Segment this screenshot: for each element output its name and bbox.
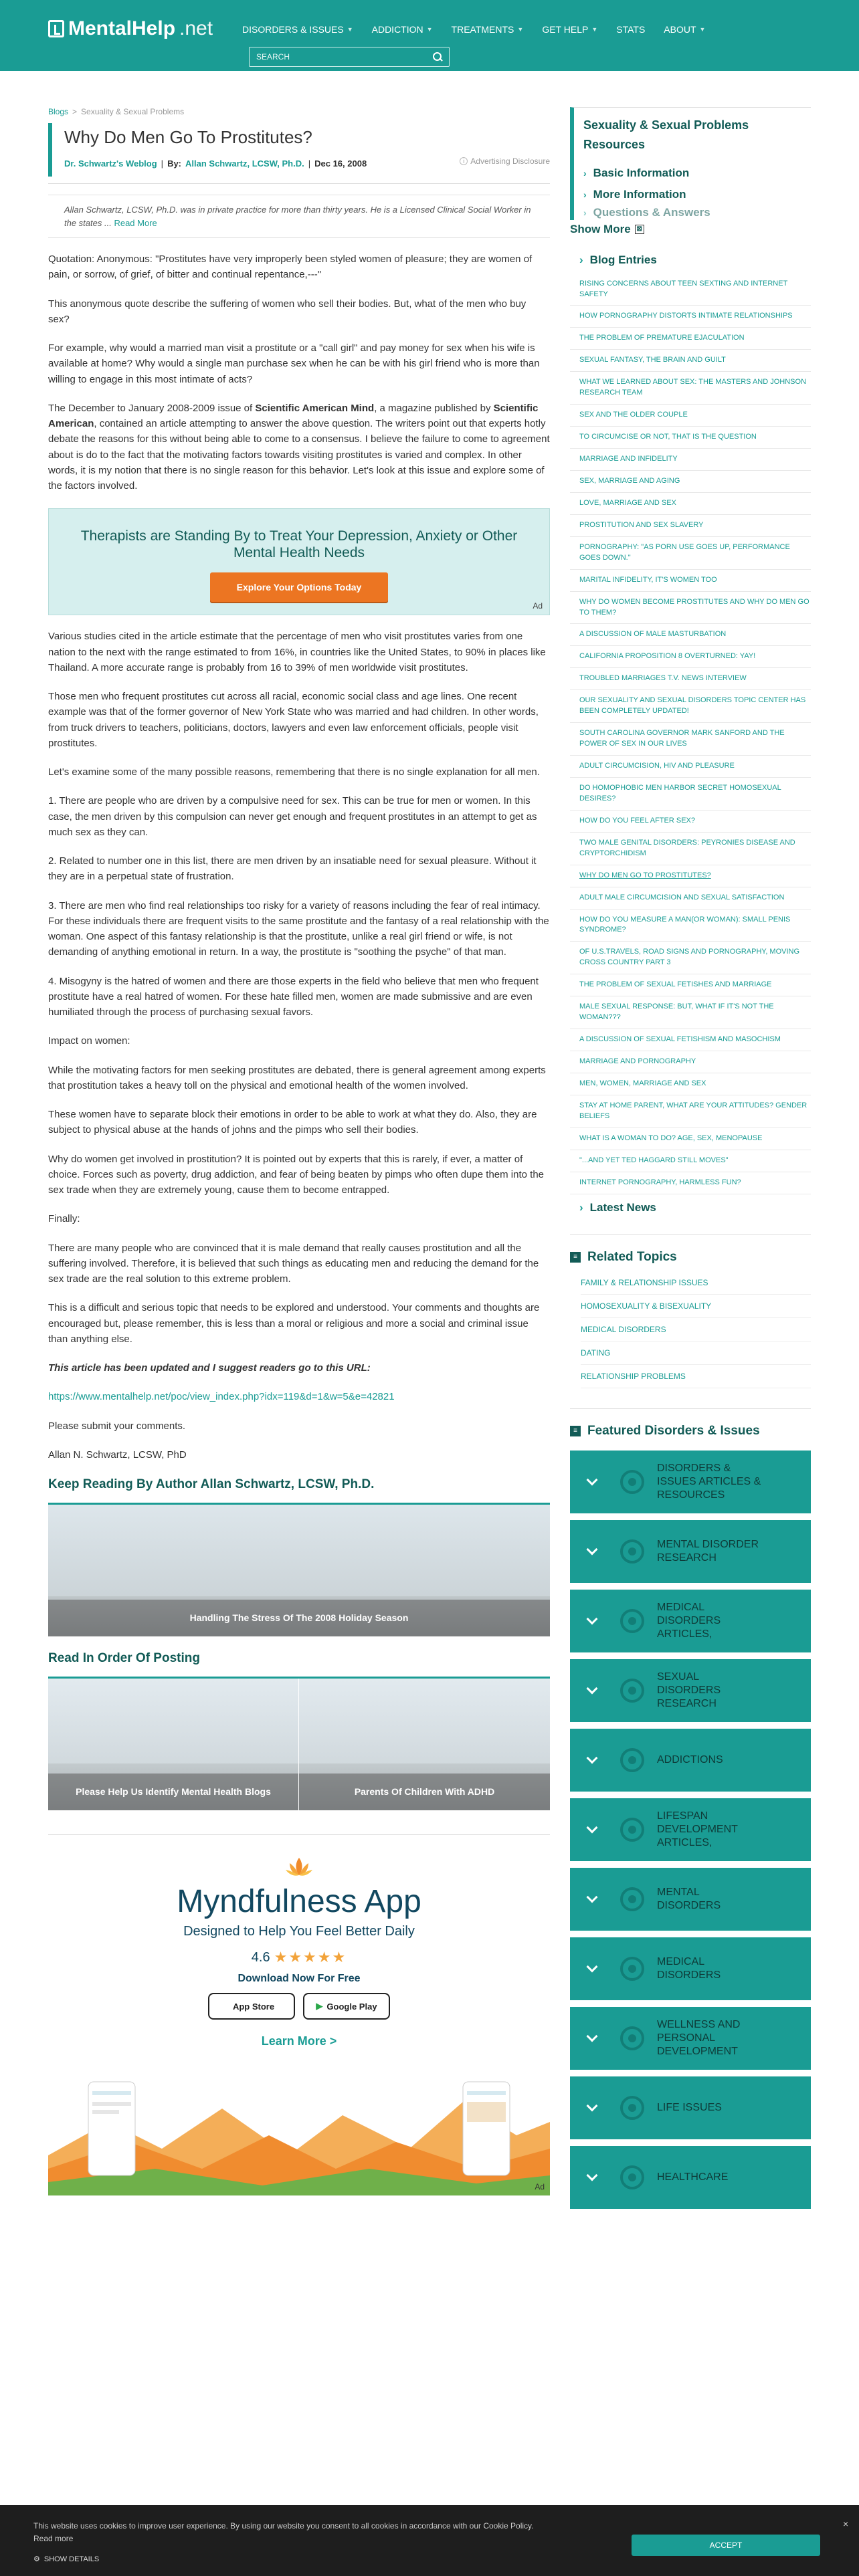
blog-entry-link[interactable]: CALIFORNIA PROPOSITION 8 OVERTURNED: YAY!: [570, 646, 811, 668]
info-icon: i: [460, 157, 468, 165]
post-navigation: [48, 1677, 550, 1810]
advertising-disclosure[interactable]: [460, 156, 550, 166]
blog-entry-link[interactable]: OF U.S.TRAVELS, ROAD SIGNS AND PORNOGRAPHY, MOVING CROSS COUNTRY PART 3: [570, 942, 811, 974]
blog-entry-link[interactable]: DO HOMOPHOBIC MEN HARBOR SECRET HOMOSEXUAL DESIRES?: [570, 778, 811, 811]
category-icon: [617, 1536, 648, 1567]
rating-value: 4.6: [251, 1949, 270, 1965]
blog-entry-link[interactable]: LOVE, MARRIAGE AND SEX: [570, 493, 811, 515]
blog-entry-link[interactable]: MARRIAGE AND PORNOGRAPHY: [570, 1051, 811, 1073]
expand-toggle[interactable]: [570, 1798, 614, 1861]
app-subtitle: Designed to Help You Feel Better Daily: [183, 1924, 415, 1939]
resource-label: More Information: [593, 187, 686, 201]
card-title: Please Help Us Identify Mental Health Blogs: [48, 1774, 298, 1810]
paragraph: 3. There are men who find real relationships too risky for a variety of reasons including the fear of real intimacy. For these individuals there are frequent visits to the same prostitute and the fantasy of a real relationship with the woman. One aspect of this fantasy relationship is that the prostitute, unlike a real girl friend or wife, is not demanding of anything emotional in return. In a way, the prostitute is "soothing the psyche" of that man.: [48, 899, 549, 958]
featured-label: WELLNESS AND PERSONAL DEVELOPMENT: [657, 2018, 741, 2057]
text-span: The December to January 2008-2009 issue of: [48, 402, 256, 414]
resource-label: Questions & Answers: [593, 205, 710, 219]
store-label: Google Play: [326, 2001, 377, 2012]
blog-entries-list: [570, 274, 811, 1194]
search-icon[interactable]: [430, 49, 445, 64]
blog-entry-link[interactable]: WHY DO MEN GO TO PROSTITUTES?: [570, 865, 811, 887]
next-post-card[interactable]: [299, 1679, 550, 1810]
store-label: App Store: [232, 2001, 275, 2012]
site-header: [0, 0, 859, 71]
breadcrumb-blogs[interactable]: Blogs: [48, 107, 69, 116]
post-date: Dec 16, 2008: [314, 158, 367, 169]
list-icon: ≡: [570, 1252, 581, 1263]
app-store-button[interactable]: [208, 1993, 295, 2020]
category-icon: [617, 2023, 648, 2054]
publication-name: Scientific American: [48, 402, 539, 429]
paragraph: While the motivating factors for men seeking prostitutes are debated, there is general agreement among experts that prostitution takes a heavy toll on the physical and emotional health of the women involved.: [48, 1064, 546, 1091]
category-icon: [617, 1606, 648, 1636]
learn-more-link[interactable]: Learn More >: [261, 2034, 337, 2048]
ad-label: Ad: [533, 601, 543, 611]
chevron-down-icon: [587, 2100, 598, 2111]
text-span: , a magazine published by: [374, 402, 494, 414]
featured-item[interactable]: [570, 1451, 811, 1513]
app-title: Myndfulness App: [177, 1884, 421, 1919]
blog-entry-link[interactable]: MARRIAGE AND INFIDELITY: [570, 449, 811, 471]
expand-toggle[interactable]: [570, 1729, 614, 1792]
paragraph: This anonymous quote describe the suffering of women who sell their bodies. But, what of the men who buy sex?: [48, 298, 527, 325]
nav-stats[interactable]: [616, 24, 645, 35]
play-icon: ▶: [316, 2001, 323, 2011]
blog-entry-link[interactable]: TO CIRCUMCISE OR NOT, THAT IS THE QUESTION: [570, 427, 811, 449]
blog-entries-label: Blog Entries: [589, 253, 657, 266]
category-icon: [617, 1884, 648, 1915]
previous-post-card[interactable]: [48, 1679, 299, 1810]
therapy-ad: [48, 508, 550, 615]
chevron-down-icon: ▼: [699, 26, 706, 33]
breadcrumb: [48, 107, 550, 116]
blog-entry-link[interactable]: TROUBLED MARRIAGES T.V. NEWS INTERVIEW: [570, 668, 811, 690]
blog-entry-link[interactable]: MARITAL INFIDELITY, IT'S WOMEN TOO: [570, 570, 811, 592]
nav-get-help[interactable]: [542, 24, 597, 35]
blog-entry-link[interactable]: A DISCUSSION OF MALE MASTURBATION: [570, 624, 811, 646]
blog-entry-link[interactable]: HOW PORNOGRAPHY DISTORTS INTIMATE RELATIONSHIPS: [570, 306, 811, 328]
blog-entries-heading[interactable]: [570, 253, 811, 267]
blog-entry-link[interactable]: THE PROBLEM OF SEXUAL FETISHES AND MARRIAGE: [570, 974, 811, 996]
paragraph: Various studies cited in the article estimate that the percentage of men who visit prostitutes varies from one nation to the next with the range estimated to from 16%, in countries like the United States, to 90% in places like Thailand. A more accurate range is probably from 16 to 39% of men worldwide visit prostitutes.: [48, 631, 546, 673]
resource-more-info[interactable]: [583, 184, 811, 205]
nav-label: ABOUT: [664, 24, 696, 35]
blog-entry-link[interactable]: HOW DO YOU FEEL AFTER SEX?: [570, 811, 811, 833]
site-logo[interactable]: [48, 17, 213, 40]
featured-heading: [570, 1408, 811, 1438]
chevron-down-icon: [587, 1474, 598, 1485]
category-icon: [617, 1745, 648, 1776]
blog-entry-link[interactable]: WHAT IS A WOMAN TO DO? AGE, SEX, MENOPAUSE: [570, 1128, 811, 1150]
chevron-down-icon: [587, 1961, 598, 1972]
featured-item[interactable]: [570, 2076, 811, 2139]
blog-entry-link[interactable]: THE PROBLEM OF PREMATURE EJACULATION: [570, 328, 811, 350]
latest-news-heading[interactable]: [570, 1201, 811, 1214]
paragraph: Please submit your comments.: [48, 1420, 186, 1432]
paragraph: Finally:: [48, 1213, 80, 1225]
category-icon: [617, 1675, 648, 1706]
divider: [48, 183, 550, 184]
paragraph: Impact on women:: [48, 1035, 130, 1047]
related-topic-link[interactable]: HOMOSEXUALITY & BISEXUALITY: [581, 1295, 811, 1318]
download-label: Download Now For Free: [237, 1973, 361, 1984]
expand-toggle[interactable]: [570, 1937, 614, 2000]
paragraph: [48, 1389, 550, 1404]
expand-toggle[interactable]: [570, 1659, 614, 1722]
related-topic-link[interactable]: MEDICAL DISORDERS: [581, 1318, 811, 1341]
featured-label: MEDICAL DISORDERS: [657, 1955, 721, 1981]
resources-title: Sexuality & Sexual Problems Resources: [583, 118, 749, 151]
expand-toggle[interactable]: [570, 1590, 614, 1652]
read-in-order-heading: Read In Order Of Posting: [48, 1651, 200, 1665]
featured-item[interactable]: [570, 1937, 811, 2000]
text-span: , contained an article attempting to answer the above question. The writers point out that experts hotly debate the reasons for this without being able to come to a consensus. I believe the failure to come to agreement about is do to the fact that the motivating factors towards visiting prostitutes is varied and complex. In other words, it is my notion that there is no single reason for this behavior. Let's look at this issue and explore some of the factors involved.: [48, 418, 550, 492]
accept-button[interactable]: ACCEPT: [632, 2535, 820, 2556]
cookie-banner: [0, 2505, 859, 2576]
nav-label: DISORDERS & ISSUES: [242, 24, 344, 35]
chevron-right-icon: ›: [579, 253, 583, 266]
show-details-label: SHOW DETAILS: [43, 2555, 100, 2563]
chevron-down-icon: [587, 1683, 598, 1694]
list-icon: ≡: [570, 1426, 581, 1436]
blog-entry-link[interactable]: OUR SEXUALITY AND SEXUAL DISORDERS TOPIC CENTER HAS BEEN COMPLETELY UPDATED!: [570, 690, 811, 723]
chevron-down-icon: [587, 1822, 598, 1833]
resource-label: Basic Information: [593, 166, 690, 179]
blog-entry-link[interactable]: STAY AT HOME PARENT, WHAT ARE YOUR ATTITUDES? GENDER BELIEFS: [570, 1095, 811, 1128]
blog-entry-link[interactable]: HOW DO YOU MEASURE A MAN(OR WOMAN): SMALL PENIS SYNDROME?: [570, 909, 811, 942]
paragraph: Why do women get involved in prostitution? It is pointed out by experts that this is rarely, if ever, a matter of choice. Forces such as poverty, drug addiction, and fear of being beaten by pimps who often dupe them into the sex trade when they are extremely young, cause them to become entrapped.: [48, 1153, 545, 1196]
cookie-text: This website uses cookies to improve user experience. By using our website you consent to all cookies in accordance with our Cookie Policy. Read more: [33, 2521, 534, 2544]
featured-label: MENTAL DISORDERS: [657, 1886, 721, 1911]
expand-toggle[interactable]: [570, 2007, 614, 2070]
blog-entry-link[interactable]: SEX, MARRIAGE AND AGING: [570, 471, 811, 493]
featured-item[interactable]: [570, 1590, 811, 1652]
nav-label: ADDICTION: [371, 24, 423, 35]
expand-toggle[interactable]: [570, 1868, 614, 1931]
expand-icon: ⊠: [635, 225, 644, 234]
app-rating: [48, 1949, 550, 1966]
blog-entry-link[interactable]: INTERNET PORNOGRAPHY, HARMLESS FUN?: [570, 1172, 811, 1194]
card-title: Parents Of Children With ADHD: [299, 1774, 550, 1810]
blog-entry-link[interactable]: MEN, WOMEN, MARRIAGE AND SEX: [570, 1073, 811, 1095]
blog-entry-link[interactable]: SEXUAL FANTASY, THE BRAIN AND GUILT: [570, 350, 811, 372]
blog-entry-link[interactable]: PORNOGRAPHY: "AS PORN USE GOES UP, PERFORMANCE GOES DOWN.": [570, 537, 811, 570]
card-title: Handling The Stress Of The 2008 Holiday Season: [48, 1600, 550, 1636]
ad-label: Ad: [535, 2182, 545, 2191]
featured-label: MENTAL DISORDER RESEARCH: [657, 1538, 759, 1564]
chevron-right-icon: ›: [583, 167, 587, 179]
paragraph: [48, 401, 550, 494]
chevron-down-icon: [587, 1543, 598, 1555]
featured-item[interactable]: [570, 1868, 811, 1931]
related-topics-label: Related Topics: [587, 1249, 677, 1264]
chevron-down-icon: ▼: [591, 26, 598, 33]
category-icon: [617, 1953, 648, 1984]
nav-label: TREATMENTS: [451, 24, 514, 35]
expand-toggle[interactable]: [570, 1520, 614, 1583]
chevron-down-icon: [587, 2030, 598, 2042]
read-more-link[interactable]: Read More: [114, 217, 157, 228]
author-bio: [48, 195, 550, 238]
app-ad: [48, 1834, 550, 2195]
expand-toggle[interactable]: [570, 2076, 614, 2139]
author-bio-text: Allan Schwartz, LCSW, Ph.D. was in private practice for more than thirty years. He is a Licensed Clinical Social Worker in the states ...: [64, 205, 531, 228]
category-icon: [617, 1814, 648, 1845]
nav-treatments[interactable]: [452, 24, 524, 35]
gear-icon: ⚙: [33, 2555, 40, 2563]
chevron-down-icon: [587, 2169, 598, 2181]
separator: |: [308, 158, 311, 169]
nav-label: STATS: [616, 24, 646, 35]
main-column: [48, 107, 550, 2195]
advertising-disclosure-label: Advertising Disclosure: [470, 156, 550, 166]
related-topic-link[interactable]: DATING: [581, 1341, 811, 1365]
featured-item[interactable]: [570, 1729, 811, 1792]
expand-toggle[interactable]: [570, 2146, 614, 2209]
featured-item[interactable]: [570, 2146, 811, 2209]
breadcrumb-current: Sexuality & Sexual Problems: [81, 107, 185, 116]
paragraph: 2. Related to number one in this list, there are men driven by an insatiable need for sexual pleasure. Without it they are in a perpetual state of frustration.: [48, 855, 537, 883]
breadcrumb-separator: >: [72, 107, 78, 116]
resources-panel: [570, 107, 811, 220]
blog-entry-link[interactable]: RISING CONCERNS ABOUT TEEN SEXTING AND INTERNET SAFETY: [570, 274, 811, 306]
paragraph: 4. Misogyny is the hatred of women and there are those experts in the field who believe that men who frequent prostitute have a real hatred of women. For these hate filled men, women are made submissive and are even humiliated through the process of purchasing sexual favors.: [48, 975, 539, 1018]
blog-entry-link[interactable]: WHAT WE LEARNED ABOUT SEX: THE MASTERS AND JOHNSON RESEARCH TEAM: [570, 372, 811, 405]
separator: |: [161, 158, 164, 169]
featured-label: MEDICAL DISORDERS ARTICLES,: [657, 1601, 721, 1640]
nav-addiction[interactable]: [372, 24, 433, 35]
close-icon[interactable]: ×: [843, 2518, 849, 2529]
star-rating-icon: ★★★★★: [274, 1949, 347, 1965]
paragraph: This article has been updated and I suggest readers go to this URL:: [48, 1362, 371, 1374]
chevron-right-icon: ›: [579, 1200, 583, 1214]
search-input[interactable]: [250, 52, 430, 62]
paragraph: 1. There are people who are driven by a compulsive need for sex. This can be true for men or women. In this case, the men driven by this compulsion can never get enough and frequent prostitutes in an attempt to get as much sex as they can.: [48, 795, 537, 838]
resource-basic-info[interactable]: [583, 163, 811, 184]
chevron-down-icon: [587, 1613, 598, 1624]
category-icon: [617, 1467, 648, 1497]
related-topics-list: [570, 1271, 811, 1388]
featured-label: HEALTHCARE: [657, 2171, 729, 2183]
nav-disorders[interactable]: [242, 24, 353, 35]
blog-entry-link[interactable]: SEX AND THE OLDER COUPLE: [570, 405, 811, 427]
featured-label: SEXUAL DISORDERS RESEARCH: [657, 1671, 721, 1709]
keep-reading-heading: Keep Reading By Author Allan Schwartz, LCSW, Ph.D.: [48, 1477, 375, 1491]
resource-qa[interactable]: [583, 205, 811, 220]
logo-icon: [48, 20, 64, 37]
featured-label: ADDICTIONS: [657, 1753, 723, 1765]
chevron-down-icon: [587, 1752, 598, 1763]
page-title: Why Do Men Go To Prostitutes?: [64, 127, 312, 147]
blog-entry-link[interactable]: A DISCUSSION OF SEXUAL FETISHISM AND MASOCHISM: [570, 1029, 811, 1051]
featured-label: LIFESPAN DEVELOPMENT ARTICLES,: [657, 1810, 738, 1848]
latest-news-label: Latest News: [589, 1200, 656, 1214]
updated-article-link[interactable]: https://www.mentalhelp.net/poc/view_index.php?idx=119&d=1&w=5&e=42821: [48, 1391, 395, 1403]
sidebar: [570, 107, 811, 2216]
paragraph: Those men who frequent prostitutes cut across all racial, economic social class and age lines. One recent example was that of the former governor of New York State who was married and had children. In other words, from truck drivers to teachers, politicians, doctors, lawyers and even law enforcement officials, people visit prostitutes.: [48, 691, 539, 749]
publication-name: Scientific American Mind: [255, 402, 375, 414]
chevron-right-icon: ›: [583, 189, 587, 200]
featured-item[interactable]: [570, 1520, 811, 1583]
blog-entry-link[interactable]: "...AND YET TED HAGGARD STILL MOVES": [570, 1150, 811, 1172]
blog-entry-link[interactable]: ADULT CIRCUMCISION, HIV AND PLEASURE: [570, 756, 811, 778]
article-header: [48, 123, 550, 177]
featured-item[interactable]: [570, 2007, 811, 2070]
chevron-down-icon: ▼: [426, 26, 433, 33]
blog-entry-link[interactable]: PROSTITUTION AND SEX SLAVERY: [570, 515, 811, 537]
blog-entry-link[interactable]: WHY DO WOMEN BECOME PROSTITUTES AND WHY DO MEN GO TO THEM?: [570, 592, 811, 625]
featured-label: LIFE ISSUES: [657, 2101, 722, 2113]
related-post-card[interactable]: [48, 1503, 550, 1636]
author-link[interactable]: Allan Schwartz, LCSW, Ph.D.: [185, 158, 304, 169]
chevron-right-icon: ›: [583, 207, 587, 218]
paragraph: There are many people who are convinced that it is male demand that really causes prostitution and all the suffering involved. Therefore, it is believed that such things as educating men and reducing the demand for the sex trade are the real solution to this extreme problem.: [48, 1242, 539, 1285]
chevron-down-icon: ▼: [347, 26, 353, 33]
paragraph: This is a difficult and serious topic that needs to be explored and understood. Your comments and thoughts are encouraged but, please remember, this is less than a moral or religious and more a social and criminal issue than anything else.: [48, 1302, 540, 1345]
featured-label: DISORDERS & ISSUES ARTICLES & RESOURCES: [657, 1462, 761, 1501]
blog-link[interactable]: Dr. Schwartz's Weblog: [64, 158, 157, 169]
nav-about[interactable]: [664, 24, 705, 35]
logo-suffix: .net: [179, 17, 213, 39]
nav-label: GET HELP: [542, 24, 589, 35]
related-topic-link[interactable]: FAMILY & RELATIONSHIP ISSUES: [581, 1271, 811, 1295]
featured-item[interactable]: [570, 1659, 811, 1722]
related-topic-link[interactable]: RELATIONSHIP PROBLEMS: [581, 1365, 811, 1388]
related-topics-heading: [570, 1235, 811, 1265]
show-more-button[interactable]: [570, 223, 811, 236]
search-bar: [249, 47, 450, 67]
blog-entry-link[interactable]: SOUTH CAROLINA GOVERNOR MARK SANFORD AND THE POWER OF SEX IN OUR LIVES: [570, 723, 811, 756]
landscape-illustration: [48, 2068, 550, 2195]
show-details-button[interactable]: [33, 2555, 99, 2563]
store-badges: [48, 1993, 550, 2020]
ad-headline: Therapists are Standing By to Treat Your Depression, Anxiety or Other Mental Health Needs: [80, 528, 518, 561]
lotus-icon: [284, 1855, 314, 1878]
category-icon: [617, 2092, 648, 2123]
paragraph: Quotation: Anonymous: "Prostitutes have very improperly been styled women of pleasure; they are women of pain, or sorrow, of grief, of bitter and continual repentance,---": [48, 253, 533, 281]
resources-list: [583, 163, 811, 220]
main-nav: [242, 24, 724, 35]
signature: Allan N. Schwartz, LCSW, PhD: [48, 1448, 187, 1461]
blog-entry-link[interactable]: TWO MALE GENITAL DISORDERS: PEYRONIES DISEASE AND CRYPTORCHIDISM: [570, 833, 811, 865]
article-body: [48, 251, 550, 1463]
featured-list: [570, 1451, 811, 2209]
chevron-down-icon: [587, 1891, 598, 1903]
blog-entry-link[interactable]: ADULT MALE CIRCUMCISION AND SEXUAL SATISFACTION: [570, 887, 811, 909]
featured-label: Featured Disorders & Issues: [587, 1423, 760, 1438]
by-label: By:: [167, 158, 182, 169]
explore-options-button[interactable]: Explore Your Options Today: [210, 572, 388, 602]
featured-item[interactable]: [570, 1798, 811, 1861]
paragraph: For example, why would a married man visit a prostitute or a "call girl" and pay money for sex when his wife is available at home? Why would a single man purchase sex when he can be with his girl friend who is more than willing to engage in this most intimate of acts?: [48, 342, 540, 385]
paragraph: These women have to separate block their emotions in order to be able to work at what they do. Also, they are subject to physical abuse at the hands of johns and the pimps who sell their bodies.: [48, 1109, 537, 1136]
google-play-button[interactable]: [303, 1993, 390, 2020]
chevron-down-icon: ▼: [517, 26, 524, 33]
category-icon: [617, 2162, 648, 2193]
expand-toggle[interactable]: [570, 1451, 614, 1513]
paragraph: Let's examine some of the many possible reasons, remembering that there is no single explanation for all men.: [48, 766, 540, 778]
blog-entry-link[interactable]: MALE SEXUAL RESPONSE: BUT, WHAT IF IT'S NOT THE WOMAN???: [570, 996, 811, 1029]
show-more-label: Show More: [570, 222, 631, 235]
logo-text: MentalHelp: [68, 17, 176, 39]
